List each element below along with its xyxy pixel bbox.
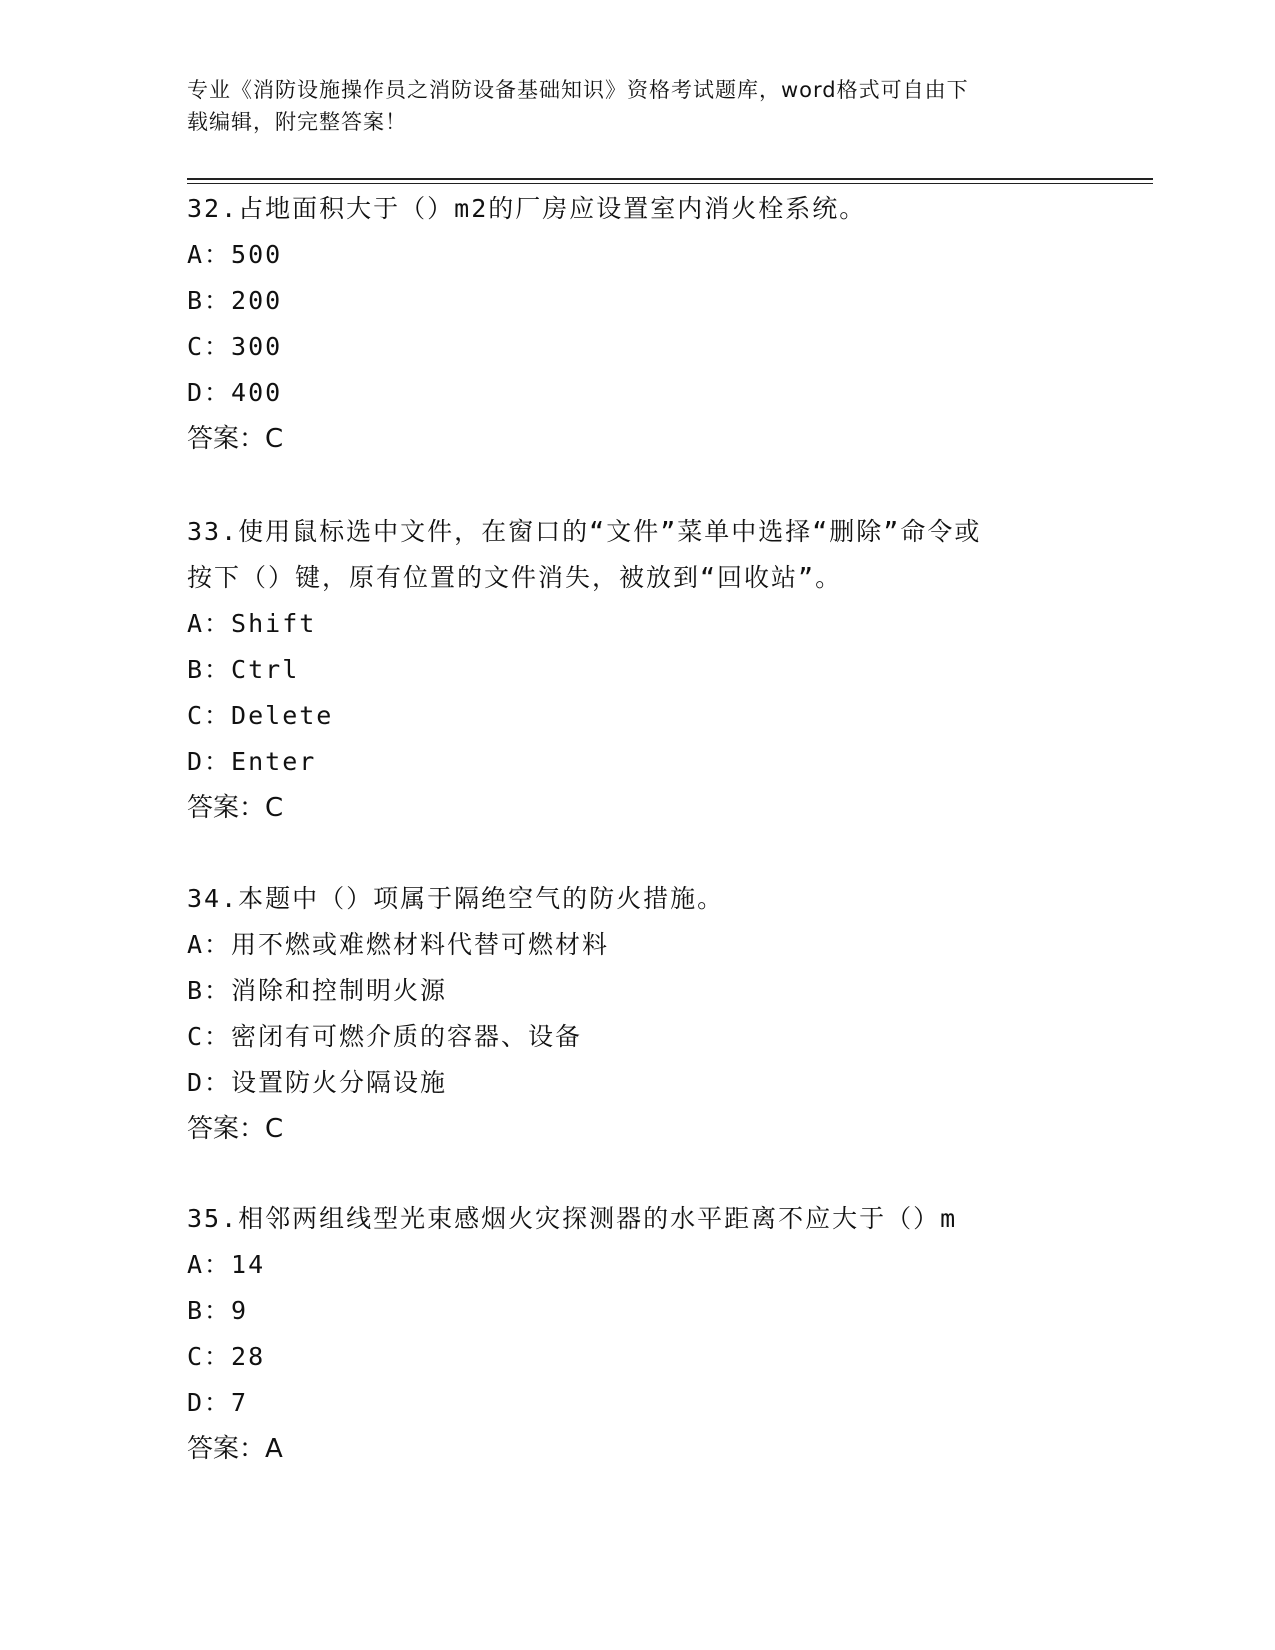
header-divider-thick xyxy=(187,178,1153,180)
option-d: D：7 xyxy=(187,1388,249,1417)
option-d: D：Enter xyxy=(187,747,317,776)
question-33 xyxy=(187,509,1087,831)
option-a: A：Shift xyxy=(187,609,317,638)
option-a: A：500 xyxy=(187,240,283,269)
option-b: B：Ctrl xyxy=(187,655,300,684)
document-header xyxy=(187,74,1067,138)
option-b: B：200 xyxy=(187,286,283,315)
option-c: C：300 xyxy=(187,332,283,361)
option-b: B：消除和控制明火源 xyxy=(187,976,448,1005)
question-stem: 32.占地面积大于（）m2的厂房应设置室内消火栓系统。 xyxy=(187,194,867,223)
header-divider-thin xyxy=(187,183,1153,184)
answer-line: 答案：C xyxy=(187,424,284,454)
question-stem: 34.本题中（）项属于隔绝空气的防火措施。 xyxy=(187,884,725,913)
question-35 xyxy=(187,1196,1087,1472)
question-stem-line-1: 33.使用鼠标选中文件，在窗口的“文件”菜单中选择“删除”命令或 xyxy=(187,517,982,546)
option-c: C：Delete xyxy=(187,701,334,730)
question-stem: 35.相邻两组线型光束感烟火灾探测器的水平距离不应大于（）m xyxy=(187,1204,958,1233)
option-a: A：用不燃或难燃材料代替可燃材料 xyxy=(187,930,610,959)
answer-line: 答案：C xyxy=(187,1114,284,1144)
option-c: C：28 xyxy=(187,1342,266,1371)
answer-line: 答案：C xyxy=(187,793,284,823)
option-d: D：设置防火分隔设施 xyxy=(187,1068,448,1097)
question-34 xyxy=(187,876,1087,1152)
header-line-2: 载编辑，附完整答案！ xyxy=(187,110,407,134)
answer-line: 答案：A xyxy=(187,1434,283,1464)
question-32 xyxy=(187,186,1087,462)
question-stem-line-2: 按下（）键，原有位置的文件消失，被放到“回收站”。 xyxy=(187,563,843,592)
option-b: B：9 xyxy=(187,1296,249,1325)
option-d: D：400 xyxy=(187,378,283,407)
option-c: C：密闭有可燃介质的容器、设备 xyxy=(187,1022,583,1051)
header-line-1: 专业《消防设施操作员之消防设备基础知识》资格考试题库，word格式可自由下 xyxy=(187,78,969,102)
option-a: A：14 xyxy=(187,1250,266,1279)
